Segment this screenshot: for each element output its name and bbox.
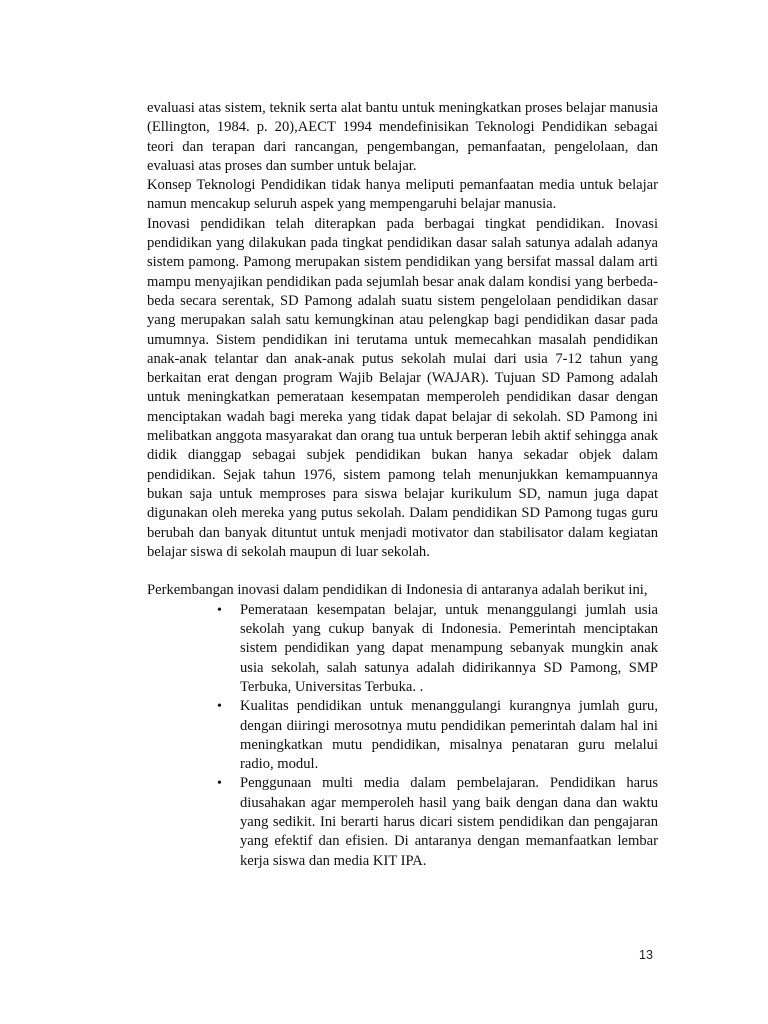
bullet-icon: • bbox=[217, 602, 222, 618]
paragraph-teknologi-pendidikan-definition: evaluasi atas sistem, teknik serta alat bantu untuk meningkatkan proses belajar manusia (Ellington, 1984. p. 20),AECT 1994 mendefinisikan Teknologi Pendidikan sebagai teori dan terapan dari rancangan, pengembangan, pemanfaatan, pengelolaan, dan evaluasi atas proses dan sumber untuk belajar. bbox=[147, 100, 658, 174]
paragraph-inovasi-sd-pamong: Inovasi pendidikan telah diterapkan pada berbagai tingkat pendidikan. Inovasi pendidikan yang dilakukan pada tingkat pendidikan dasar salah satunya adalah adanya sistem pamong. Pamong merupakan sistem pendidikan yang bersifat massal dalam arti mampu menyajikan pendidikan pada sejumlah besar anak dalam kondisi yang berbeda-beda secara serentak, SD Pamong adalah suatu sistem pengelolaan pendidikan dasar yang merupakan salah satu kemungkinan atau pelengkap bagi pendidikan dasar pada umumnya. Sistem pendidikan ini terutama untuk memecahkan masalah pendidikan anak-anak telantar dan anak-anak putus sekolah mulai dari usia 7-12 tahun yang berkaitan erat dengan program Wajib Belajar (WAJAR). Tujuan SD Pamong adalah untuk meningkatkan pemerataan kesempatan memperoleh pendidikan dasar dengan menciptakan wadah bagi mereka yang tidak dapat belajar di sekolah. SD Pamong ini melibatkan anggota masyarakat dan orang tua untuk berperan lebih aktif sehingga anak didik dianggap sebagai subjek pendidikan bukan hanya sekadar objek dalam pendidikan. Sejak tahun 1976, sistem pamong telah menunjukkan kemampuannya bukan saja untuk memproses para siswa belajar kurikulum SD, namun juga dapat digunakan oleh mereka yang putus sekolah. Dalam pendidikan SD Pamong tugas guru berubah dan banyak dituntut untuk menjadi motivator dan stabilisator dalam kegiatan belajar siswa di sekolah maupun di luar sekolah. bbox=[147, 215, 658, 560]
page-number: 13 bbox=[639, 948, 653, 962]
bullet-text: Pemerataan kesempatan belajar, untuk menanggulangi jumlah usia sekolah yang cukup banyak di Indonesia. Pemerintah menciptakan sistem pendidikan yang dapat menampung sebanyak mungkin anak usia sekolah, salah satunya adalah didirikannya SD Pamong, SMP Terbuka, Universitas Terbuka. . bbox=[240, 601, 658, 695]
bullet-item-pemerataan bbox=[217, 601, 658, 697]
bullet-item-kualitas bbox=[217, 697, 658, 774]
paragraph-konsep-teknologi-pendidikan: Konsep Teknologi Pendidikan tidak hanya meliputi pemanfaatan media untuk belajar namun mencakup seluruh aspek yang mempengaruhi belajar manusia. bbox=[147, 177, 658, 213]
bullet-icon: • bbox=[217, 699, 222, 715]
bullet-icon: • bbox=[217, 776, 222, 792]
bullet-text: Penggunaan multi media dalam pembelajaran. Pendidikan harus diusahakan agar memperoleh hasil yang baik dengan dana dan waktu yang sedikit. Ini berarti harus dicari sistem pendidikan dan pengajaran yang efektif dan efisien. Di antaranya dengan memanfaatkan lembar kerja siswa dan media KIT IPA. bbox=[240, 775, 658, 869]
bullet-item-multi-media bbox=[217, 774, 658, 870]
bullet-text: Kualitas pendidikan untuk menanggulangi kurangnya jumlah guru, dengan diiringi merosotnya mutu pendidikan pemerintah dalam hal ini meningkatkan mutu pendidikan, misalnya penataran guru melalui radio, modul. bbox=[240, 698, 658, 773]
paragraph-perkembangan-inovasi-intro: Perkembangan inovasi dalam pendidikan di Indonesia di antaranya adalah berikut ini, bbox=[147, 582, 648, 599]
document-page bbox=[147, 99, 658, 871]
innovation-bullet-list bbox=[217, 601, 658, 871]
